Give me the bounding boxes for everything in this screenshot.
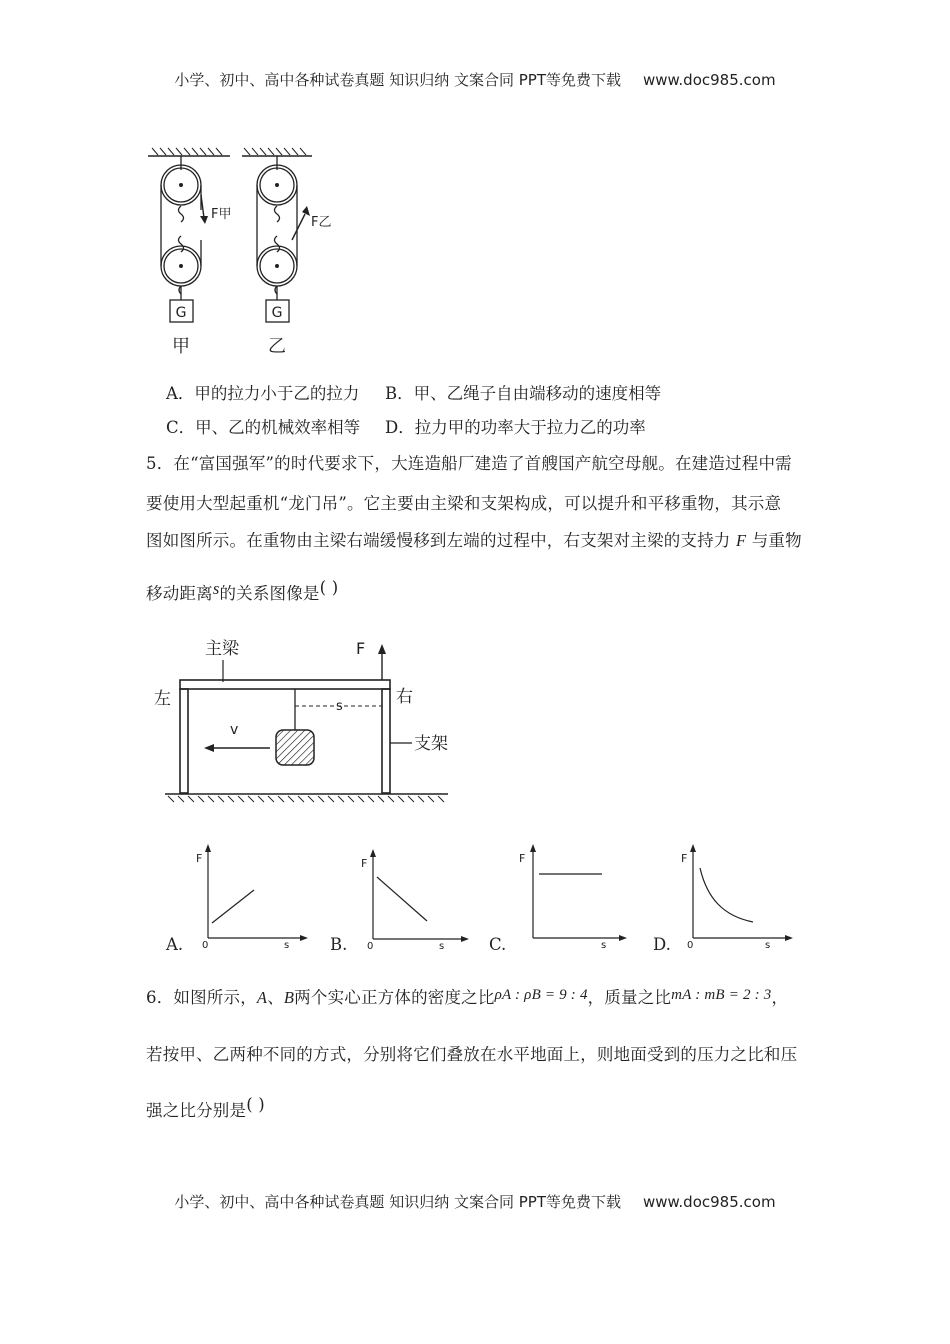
graph-d-x-label: s — [765, 940, 771, 951]
jia-g-label: G — [175, 305, 187, 321]
q6-line-1-a: 6．如图所示， — [146, 988, 257, 1007]
density-ratio: ρA : ρB = 9 : 4 — [494, 987, 588, 1003]
graph-c-x-label: s — [601, 940, 607, 951]
graph-b-line — [377, 877, 427, 921]
right-support — [382, 689, 390, 793]
q6-answer-blank[interactable]: ( ) — [246, 1095, 265, 1114]
ground-hatch — [168, 796, 444, 802]
graph-d[interactable] — [675, 840, 800, 952]
graph-b[interactable] — [355, 845, 475, 953]
right-label: 右 — [396, 687, 413, 707]
q5-option-b[interactable]: B. — [330, 935, 348, 954]
q5-line-4-pre: 移动距离 — [146, 584, 213, 603]
q4-option-d[interactable]: D．拉力甲的功率大于拉力乙的功率 — [385, 418, 646, 437]
var-s: s — [212, 579, 220, 598]
left-label: 左 — [154, 689, 171, 709]
q5-line-3-post: 与重物 — [751, 531, 802, 550]
footer-url[interactable]: www.doc985.com — [642, 1193, 776, 1211]
yi-label: 乙 — [268, 336, 286, 357]
graph-a-x-label: s — [284, 940, 290, 951]
q6-line-1 — [146, 984, 788, 1008]
f-yi-arrow — [302, 206, 310, 216]
var-f: F — [735, 531, 747, 550]
ceiling-yi — [242, 148, 312, 156]
q6-line-2: 若按甲、乙两种不同的方式，分别将它们叠放在水平地面上，则地面受到的压力之比和压 — [146, 1045, 798, 1064]
graph-d-curve — [700, 868, 753, 922]
header-url[interactable]: www.doc985.com — [642, 71, 776, 89]
ceiling-jia — [148, 148, 230, 156]
graph-a-y-label: F — [196, 852, 203, 865]
q6-line-1-b: 两个实心正方体的密度之比 — [294, 988, 495, 1007]
q5-line-4-post: 的关系图像是 — [219, 584, 320, 603]
q5-answer-blank[interactable]: ( ) — [319, 578, 339, 597]
q5-option-a[interactable]: A. — [166, 935, 184, 954]
graph-b-y-label: F — [361, 857, 368, 870]
q6-line-3 — [146, 1095, 265, 1121]
f-jia-label: F甲 — [211, 207, 232, 222]
velocity-label: v — [230, 722, 239, 738]
q5-line-1: 5．在“富国强军”的时代要求下，大连造船厂建造了首艘国产航空母舰。在建造过程中需 — [146, 454, 792, 473]
graph-a-origin: 0 — [202, 940, 209, 951]
yi-g-label: G — [271, 305, 283, 321]
force-label: F — [356, 639, 366, 658]
q5-option-d[interactable]: D. — [653, 935, 671, 954]
graph-a-line — [212, 890, 254, 923]
var-b: B — [283, 988, 295, 1007]
pulley-figure — [140, 140, 350, 360]
q4-option-a[interactable]: A．甲的拉力小于乙的拉力 — [166, 384, 360, 403]
q6-line-1-c: ，质量之比 — [587, 988, 672, 1007]
q6-line-3-text: 强之比分别是 — [146, 1101, 247, 1120]
graph-c[interactable] — [515, 840, 630, 952]
load-weight — [276, 730, 314, 765]
footer-text: 小学、初中、高中各种试卷真题 知识归纳 文案合同 PPT等免费下载 — [174, 1193, 621, 1211]
graph-b-origin: 0 — [367, 941, 374, 952]
gantry-crane-figure — [150, 630, 470, 805]
graph-d-y-label: F — [681, 852, 688, 865]
graph-b-x-label: s — [439, 941, 445, 952]
jia-label: 甲 — [172, 336, 190, 357]
q5-line-3 — [146, 527, 802, 551]
f-yi-label: F乙 — [311, 215, 332, 230]
mass-ratio: mA : mB = 2 : 3 — [671, 987, 772, 1003]
q6-line-1-d: ， — [771, 988, 789, 1007]
q5-line-4 — [146, 578, 338, 604]
support-label: 支架 — [414, 734, 448, 754]
q5-line-3-pre: 图如图所示。在重物由主梁右端缓慢移到左端的过程中，右支架对主梁的支持力 — [146, 531, 731, 550]
q5-option-c[interactable]: C. — [489, 935, 507, 954]
q5-line-2: 要使用大型起重机“龙门吊”。它主要由主梁和支架构成，可以提升和平移重物，其示意 — [146, 494, 782, 513]
beam-label: 主梁 — [205, 639, 239, 659]
graph-c-y-label: F — [519, 852, 526, 865]
q4-option-b[interactable]: B．甲、乙绳子自由端移动的速度相等 — [385, 384, 662, 403]
header-text: 小学、初中、高中各种试卷真题 知识归纳 文案合同 PPT等免费下载 — [174, 71, 621, 89]
main-beam — [180, 680, 390, 689]
graph-d-origin: 0 — [687, 940, 694, 951]
distance-s-label: s — [336, 699, 343, 714]
graph-a[interactable] — [190, 840, 310, 952]
q4-option-c[interactable]: C．甲、乙的机械效率相等 — [166, 418, 361, 437]
page-footer — [0, 1191, 950, 1212]
left-support — [180, 689, 188, 793]
var-a: A — [256, 988, 268, 1007]
q6-sep: 、 — [267, 988, 284, 1007]
page-header — [0, 69, 950, 90]
f-jia-arrow — [200, 216, 208, 224]
